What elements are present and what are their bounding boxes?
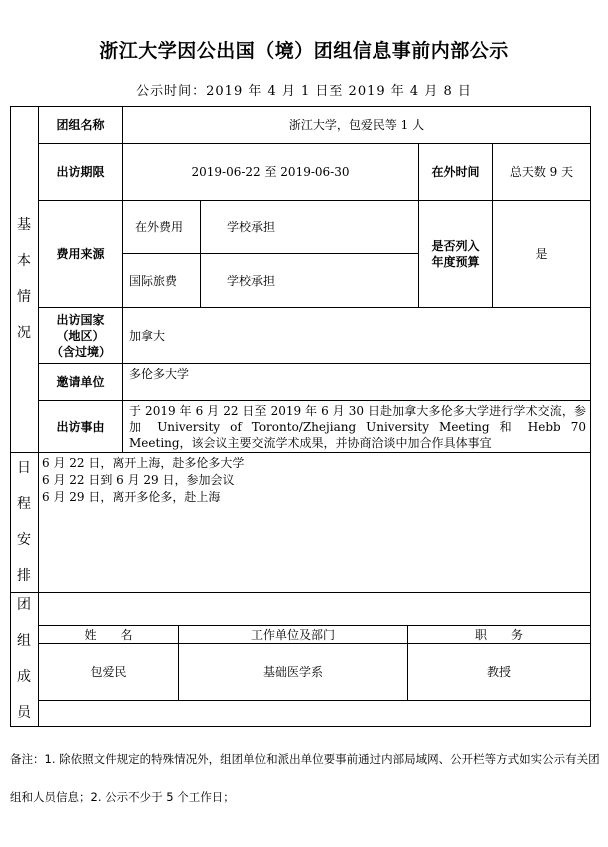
basic-label-char-2: 本 <box>17 253 31 269</box>
basic-label-char-4: 况 <box>17 325 31 341</box>
members-label-char-2: 组 <box>17 633 31 649</box>
country-label: 出访国家（地区）（含过境） <box>51 312 112 359</box>
member-unit: 基础医学系 <box>262 665 323 679</box>
country-value: 加拿大 <box>129 328 166 343</box>
member-header-unit: 工作单位及部门 <box>250 627 335 642</box>
travel-cost-value: 学校承担 <box>227 273 276 288</box>
basic-section-label <box>10 106 38 452</box>
schedule-label-char-2: 程 <box>17 496 31 512</box>
schedule-item: 6 月 22 日到 6 月 29 日，参加会议 <box>42 473 235 487</box>
abroad-time-value: 总天数 9 天 <box>509 165 574 179</box>
schedule-label-char-3: 安 <box>17 532 31 548</box>
members-label-char-4: 员 <box>17 705 31 721</box>
purpose-label: 出访事由 <box>56 419 105 434</box>
member-name: 包爱民 <box>90 665 127 679</box>
footnote: 备注：1. 除依照文件规定的特殊情况外，组团单位和派出单位要事前通过内部局域网、公开栏等方式如实公示有关团组和人员信息；2. 公示不少于 5 个工作日； <box>10 752 600 804</box>
member-header-title: 职 务 <box>474 627 523 642</box>
basic-label-char-3: 情 <box>17 289 31 305</box>
abroad-cost-label: 在外费用 <box>135 220 184 234</box>
schedule-item: 6 月 29 日，离开多伦多，赴上海 <box>42 490 221 504</box>
member-title: 教授 <box>486 665 511 679</box>
travel-cost-label: 国际旅费 <box>129 273 178 288</box>
inviter-label: 邀请单位 <box>56 375 105 389</box>
basic-label-char-1: 基 <box>17 217 31 233</box>
purpose-value: 于 2019 年 6 月 22 日至 2019 年 6 月 30 日赴加拿大多伦多大学进行学术交流，参加 University of Toronto/Zhejiang University Meeting 和 Hebb 70 Meeting，该会议主要交流学术成果，并协商洽谈中加合作具体事宜 <box>129 403 586 450</box>
inviter-value: 多伦多大学 <box>129 367 190 381</box>
budget-value: 是 <box>535 247 548 261</box>
members-section-label <box>10 592 38 726</box>
members-label-char-1: 团 <box>17 597 31 613</box>
publicity-period: 公示时间：2019 年 4 月 1 日至 2019 年 4 月 8 日 <box>136 84 472 99</box>
visit-period-label: 出访期限 <box>56 165 105 179</box>
budget-label: 是否列入年度预算 <box>431 239 480 269</box>
abroad-time-label: 在外时间 <box>431 165 480 179</box>
schedule-label-char-4: 排 <box>17 568 31 584</box>
schedule-item: 6 月 22 日，离开上海，赴多伦多大学 <box>42 456 245 470</box>
funding-label: 费用来源 <box>56 247 105 261</box>
member-header-name: 姓 名 <box>84 627 133 642</box>
members-label-char-3: 成 <box>17 669 31 685</box>
schedule-label-char-1: 日 <box>17 460 31 476</box>
schedule-section-label <box>10 452 38 592</box>
page-title: 浙江大学因公出国（境）团组信息事前内部公示 <box>99 40 509 62</box>
schedule-list <box>42 455 587 506</box>
visit-period-value: 2019-06-22 至 2019-06-30 <box>191 165 350 179</box>
abroad-cost-value: 学校承担 <box>227 220 276 234</box>
group-name-value: 浙江大学，包爱民等 1 人 <box>288 118 425 132</box>
group-name-label: 团组名称 <box>56 118 105 132</box>
